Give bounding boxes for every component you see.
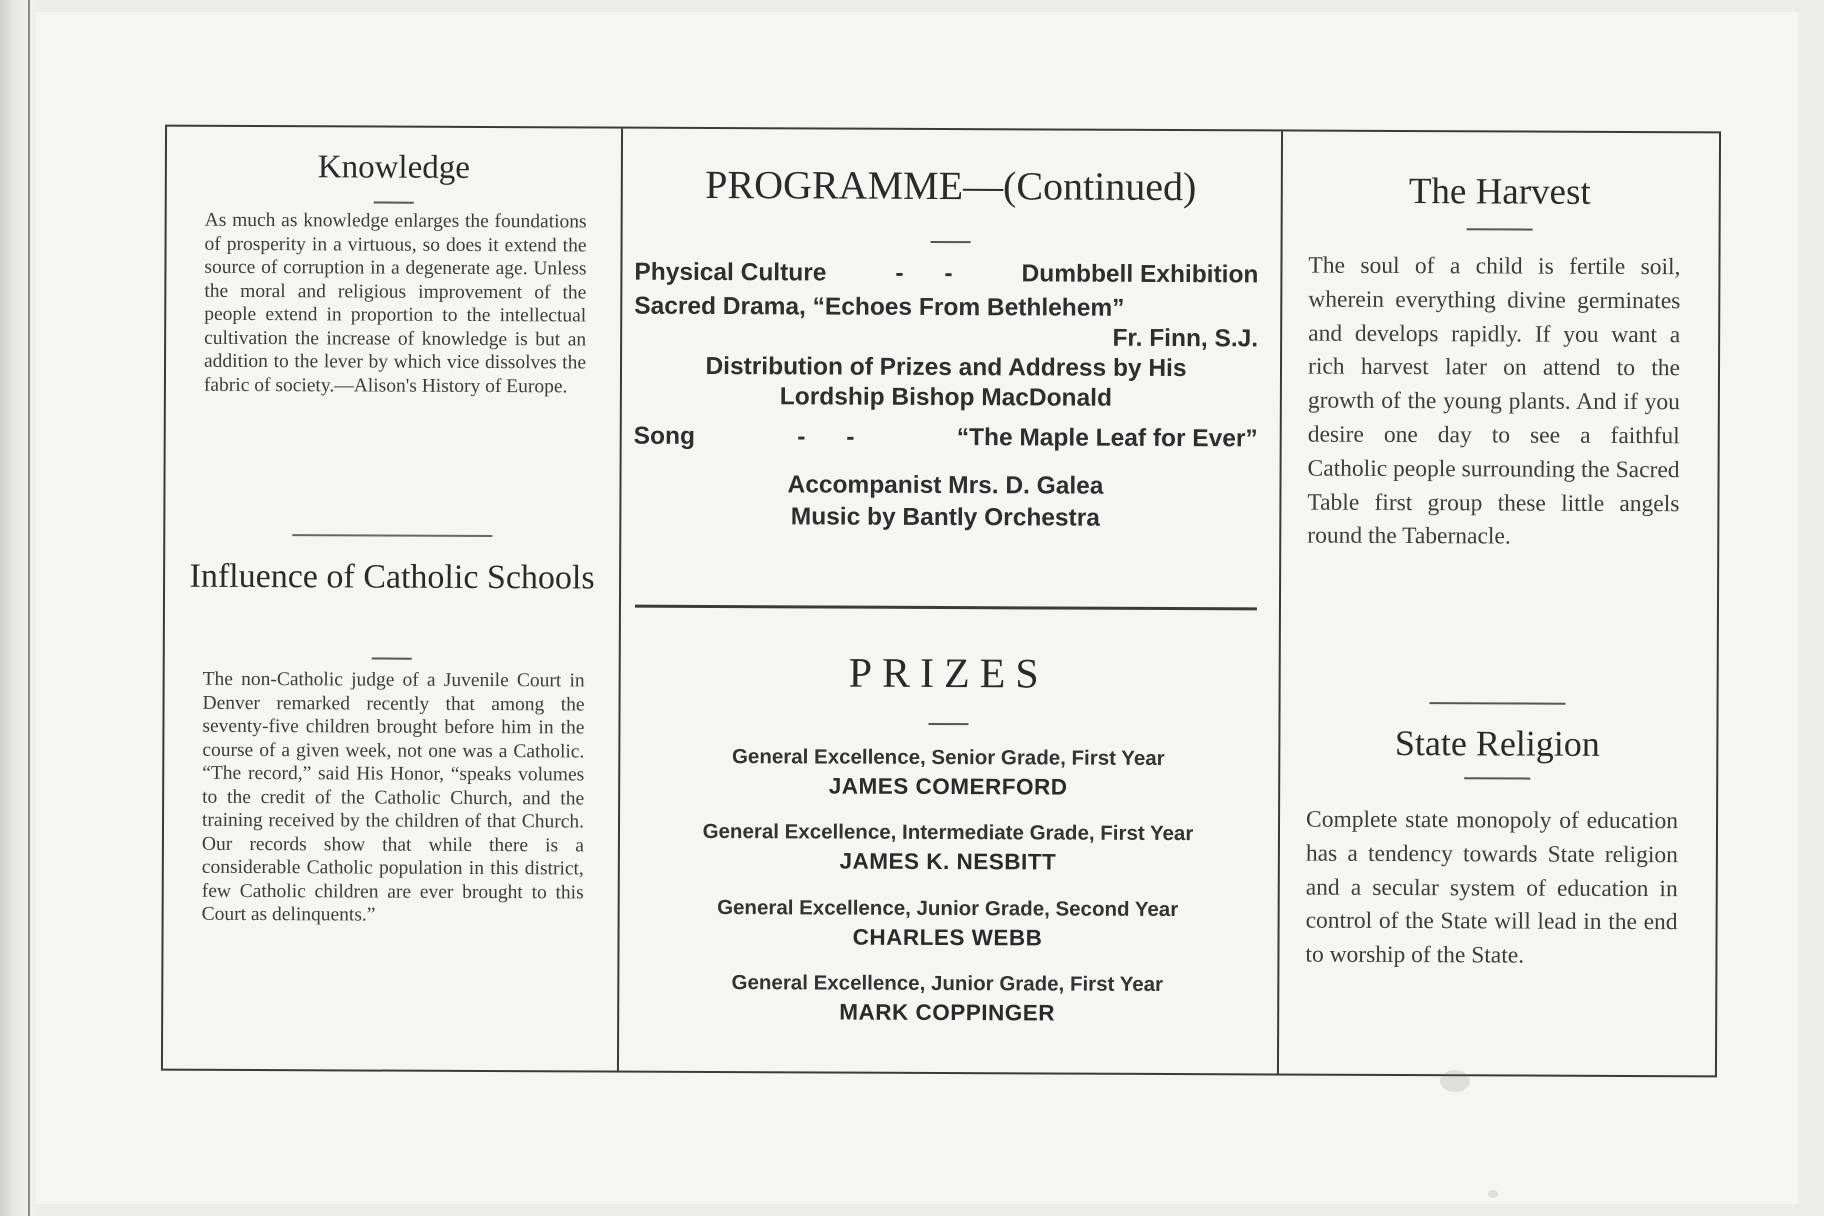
prize-winner: JAMES COMERFORD [828,773,1068,800]
programme-item-label: Song [633,422,696,450]
harvest-heading: The Harvest [1408,171,1591,213]
influence-paragraph: The non-Catholic judge of a Juvenile Court in Denver remarked recently that among the seventy-five children brought before him in the course of a given week, not one was a Catholic. “The record,” said His Honor, “speaks volumes to the credit of the Catholic Church, and the training received by the children of that Church. Our records show that while there is a considerable Catholic population in this district, few Catholic children are ever brought to this Court as delinquents.” [201,668,585,926]
programme-heading: PROGRAMME—(Continued) [705,161,1197,210]
prizes-heading: PRIZES [848,650,1049,698]
prize-entry [618,818,1278,879]
programme-item-label: Physical Culture [634,258,827,287]
heading-rule [167,201,621,205]
paper-smudge [1488,1190,1498,1198]
music-line: Music by Bantly Orchestra [790,503,1100,532]
prize-winner: CHARLES WEBB [852,924,1043,951]
knowledge-heading: Knowledge [317,149,471,186]
prize-category: General Excellence, Junior Grade, First Year [731,971,1164,996]
paper-smudge [1440,1070,1470,1092]
prize-entry [618,743,1278,804]
programme-item-physical-culture [634,259,1258,290]
programme-item-song [634,423,1258,454]
programme-item-dashes: - - [895,259,953,288]
gutter-edge [28,0,30,1216]
state-religion-heading: State Religion [1394,722,1600,764]
heading-rule [621,240,1281,245]
programme-item-sacred-drama: Sacred Drama, “Echoes From Bethlehem” [634,292,1125,322]
left-column [163,127,623,1071]
section-divider [635,605,1257,611]
book-gutter [0,0,36,1216]
programme-item-detail: “The Maple Leaf for Ever” [956,424,1258,453]
bordered-panel [161,125,1721,1078]
accompanist-line: Accompanist Mrs. D. Galea [787,471,1104,500]
knowledge-paragraph: As much as knowledge enlarges the foundations of prosperity in a virtuous, so does it extend the source of corruption in a degenerate age. Unless the moral and religious improvement of the people extend in proportion to the intellectual cultivation the increase of knowledge is but an addition to the lever by which vice dissolves the fabric of society.—Alison's History of Europe. [203,209,587,397]
prize-winner: JAMES K. NESBITT [839,848,1057,875]
programme-item-distribution-cont: Lordship Bishop MacDonald [779,383,1113,412]
state-religion-paragraph: Complete state monopoly of education has a tendency towards State religion and a secular system of education in control of the State will lead in the end to worship of the State. [1305,806,1679,969]
heading-rule [165,657,619,661]
section-divider [165,534,619,538]
prize-category: General Excellence, Junior Grade, Second Year [717,896,1179,922]
programme-item-author: Fr. Finn, S.J. [1112,324,1259,353]
heading-rule [1278,776,1716,780]
heading-rule [618,722,1278,727]
heading-rule [1281,227,1719,231]
right-column [1277,131,1719,1075]
programme-item-dashes: - - [797,423,855,451]
prize-category: General Excellence, Senior Grade, First Year [731,745,1165,770]
prize-entry [617,894,1277,955]
middle-column [617,129,1283,1074]
section-divider [1430,702,1566,705]
harvest-paragraph: The soul of a child is fertile soil, wherein everything divine germinates and develops rapidly. If you want a rich harvest later on attend to the growth of the young plants. And if you desire one day to see a faithful Catholic people surrounding the Sacred Table first group these little angels round the Tabernacle. [1307,252,1681,550]
programme-item-distribution: Distribution of Prizes and Address by His [705,352,1187,383]
programme-item-detail: Dumbbell Exhibition [1021,260,1259,289]
prize-category: General Excellence, Intermediate Grade, First Year [702,819,1194,846]
prize-entry [617,969,1277,1030]
influence-heading: Influence of Catholic Schools [189,557,595,597]
prize-winner: MARK COPPINGER [839,999,1056,1026]
